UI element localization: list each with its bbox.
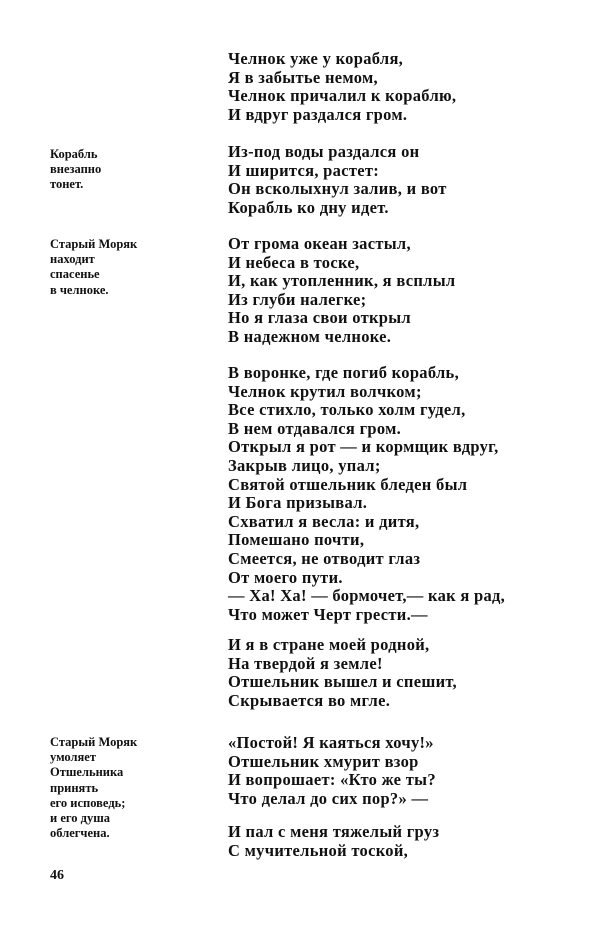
stanza-line: И ширится, растет:: [228, 160, 380, 180]
stanza-line: На твердой я земле!: [228, 653, 383, 673]
stanza-line: В воронке, где погиб корабль,: [228, 363, 459, 382]
margin-note-line: и его душа: [50, 810, 110, 825]
stanza-line: Челнок уже у корабля,: [228, 49, 404, 68]
stanza-line: Из-под воды раздался он: [228, 142, 420, 161]
stanza-line: — Ха! Ха! — бормочет,— как я рад,: [228, 586, 506, 606]
margin-note-line: облегчена.: [50, 826, 110, 841]
margin-note-line: Старый Моряк: [50, 735, 138, 749]
stanza-line: Челнок причалил к кораблю,: [228, 86, 457, 106]
stanza-line: Святой отшельник бледен был: [228, 474, 468, 494]
stanza-line: И я в стране моей родной,: [228, 635, 430, 654]
margin-note-line: умоляет: [50, 750, 96, 765]
margin-note-line: внезапно: [50, 162, 102, 177]
stanza-line: И небеса в тоске,: [228, 252, 360, 272]
stanza-line: С мучительной тоской,: [228, 840, 409, 860]
stanza-line: Отшельник хмурит взор: [228, 751, 419, 771]
stanza-line: И, как утопленник, я всплыл: [228, 271, 456, 291]
stanza-line: В нем отдавался гром.: [228, 418, 402, 438]
stanza-line: Отшельник вышел и спешит,: [228, 672, 457, 692]
stanza-line: В надежном челноке.: [228, 326, 392, 346]
margin-note-line: в челноке.: [50, 282, 109, 297]
stanza-line: И Бога призывал.: [228, 493, 368, 513]
stanza-line: Помешано почти,: [228, 530, 365, 550]
stanza: [228, 734, 436, 808]
stanza-line: Открыл я рот — и кормщик вдруг,: [228, 437, 499, 457]
margin-note-line: находит: [50, 252, 95, 267]
margin-note-line: Корабль: [50, 147, 98, 161]
stanza: [228, 235, 455, 347]
stanza: [228, 143, 447, 217]
stanza: [228, 823, 439, 860]
stanza-line: И вопрошает: «Кто же ты?: [228, 770, 436, 790]
margin-note-line: тонет.: [50, 177, 84, 192]
stanza-line: Я в забытье немом,: [228, 67, 378, 87]
stanza-line: И пал с меня тяжелый груз: [228, 822, 440, 841]
stanza: [228, 364, 505, 624]
stanza: [228, 636, 457, 710]
stanza: [228, 50, 456, 124]
stanza-line: Смеется, не отводит глаз: [228, 548, 421, 568]
stanza-line: И вдруг раздался гром.: [228, 104, 408, 124]
stanza-line: Он всколыхнул залив, и вот: [228, 179, 447, 199]
stanza-line: Из глуби налегке;: [228, 289, 367, 309]
margin-note: [50, 735, 137, 841]
stanza-line: Схватил я весла: и дитя,: [228, 511, 420, 531]
stanza-line: Корабль ко дну идет.: [228, 197, 389, 217]
stanza-line: От моего пути.: [228, 567, 343, 587]
stanza-line: Что делал до сих пор?» —: [228, 788, 429, 808]
stanza-line: Закрыв лицо, упал;: [228, 455, 381, 475]
margin-note-line: Старый Моряк: [50, 237, 138, 251]
page-number: 46: [50, 868, 64, 883]
stanza-line: Челнок крутил волчком;: [228, 381, 422, 401]
stanza-line: Но я глаза свои открыл: [228, 308, 411, 328]
stanza-line: Все стихло, только холм гудел,: [228, 400, 466, 420]
stanza-line: Скрывается во мгле.: [228, 690, 391, 710]
margin-note-line: спасенье: [50, 267, 100, 282]
stanza-line: Что может Черт грести.—: [228, 604, 428, 624]
margin-note: [50, 237, 137, 298]
margin-note-line: его исповедь;: [50, 795, 126, 810]
margin-note-line: Отшельника: [50, 765, 124, 780]
margin-note-line: принять: [50, 780, 99, 795]
stanza-line: От грома океан застыл,: [228, 234, 411, 253]
stanza-line: «Постой! Я каяться хочу!»: [228, 733, 434, 752]
margin-note: [50, 147, 101, 193]
